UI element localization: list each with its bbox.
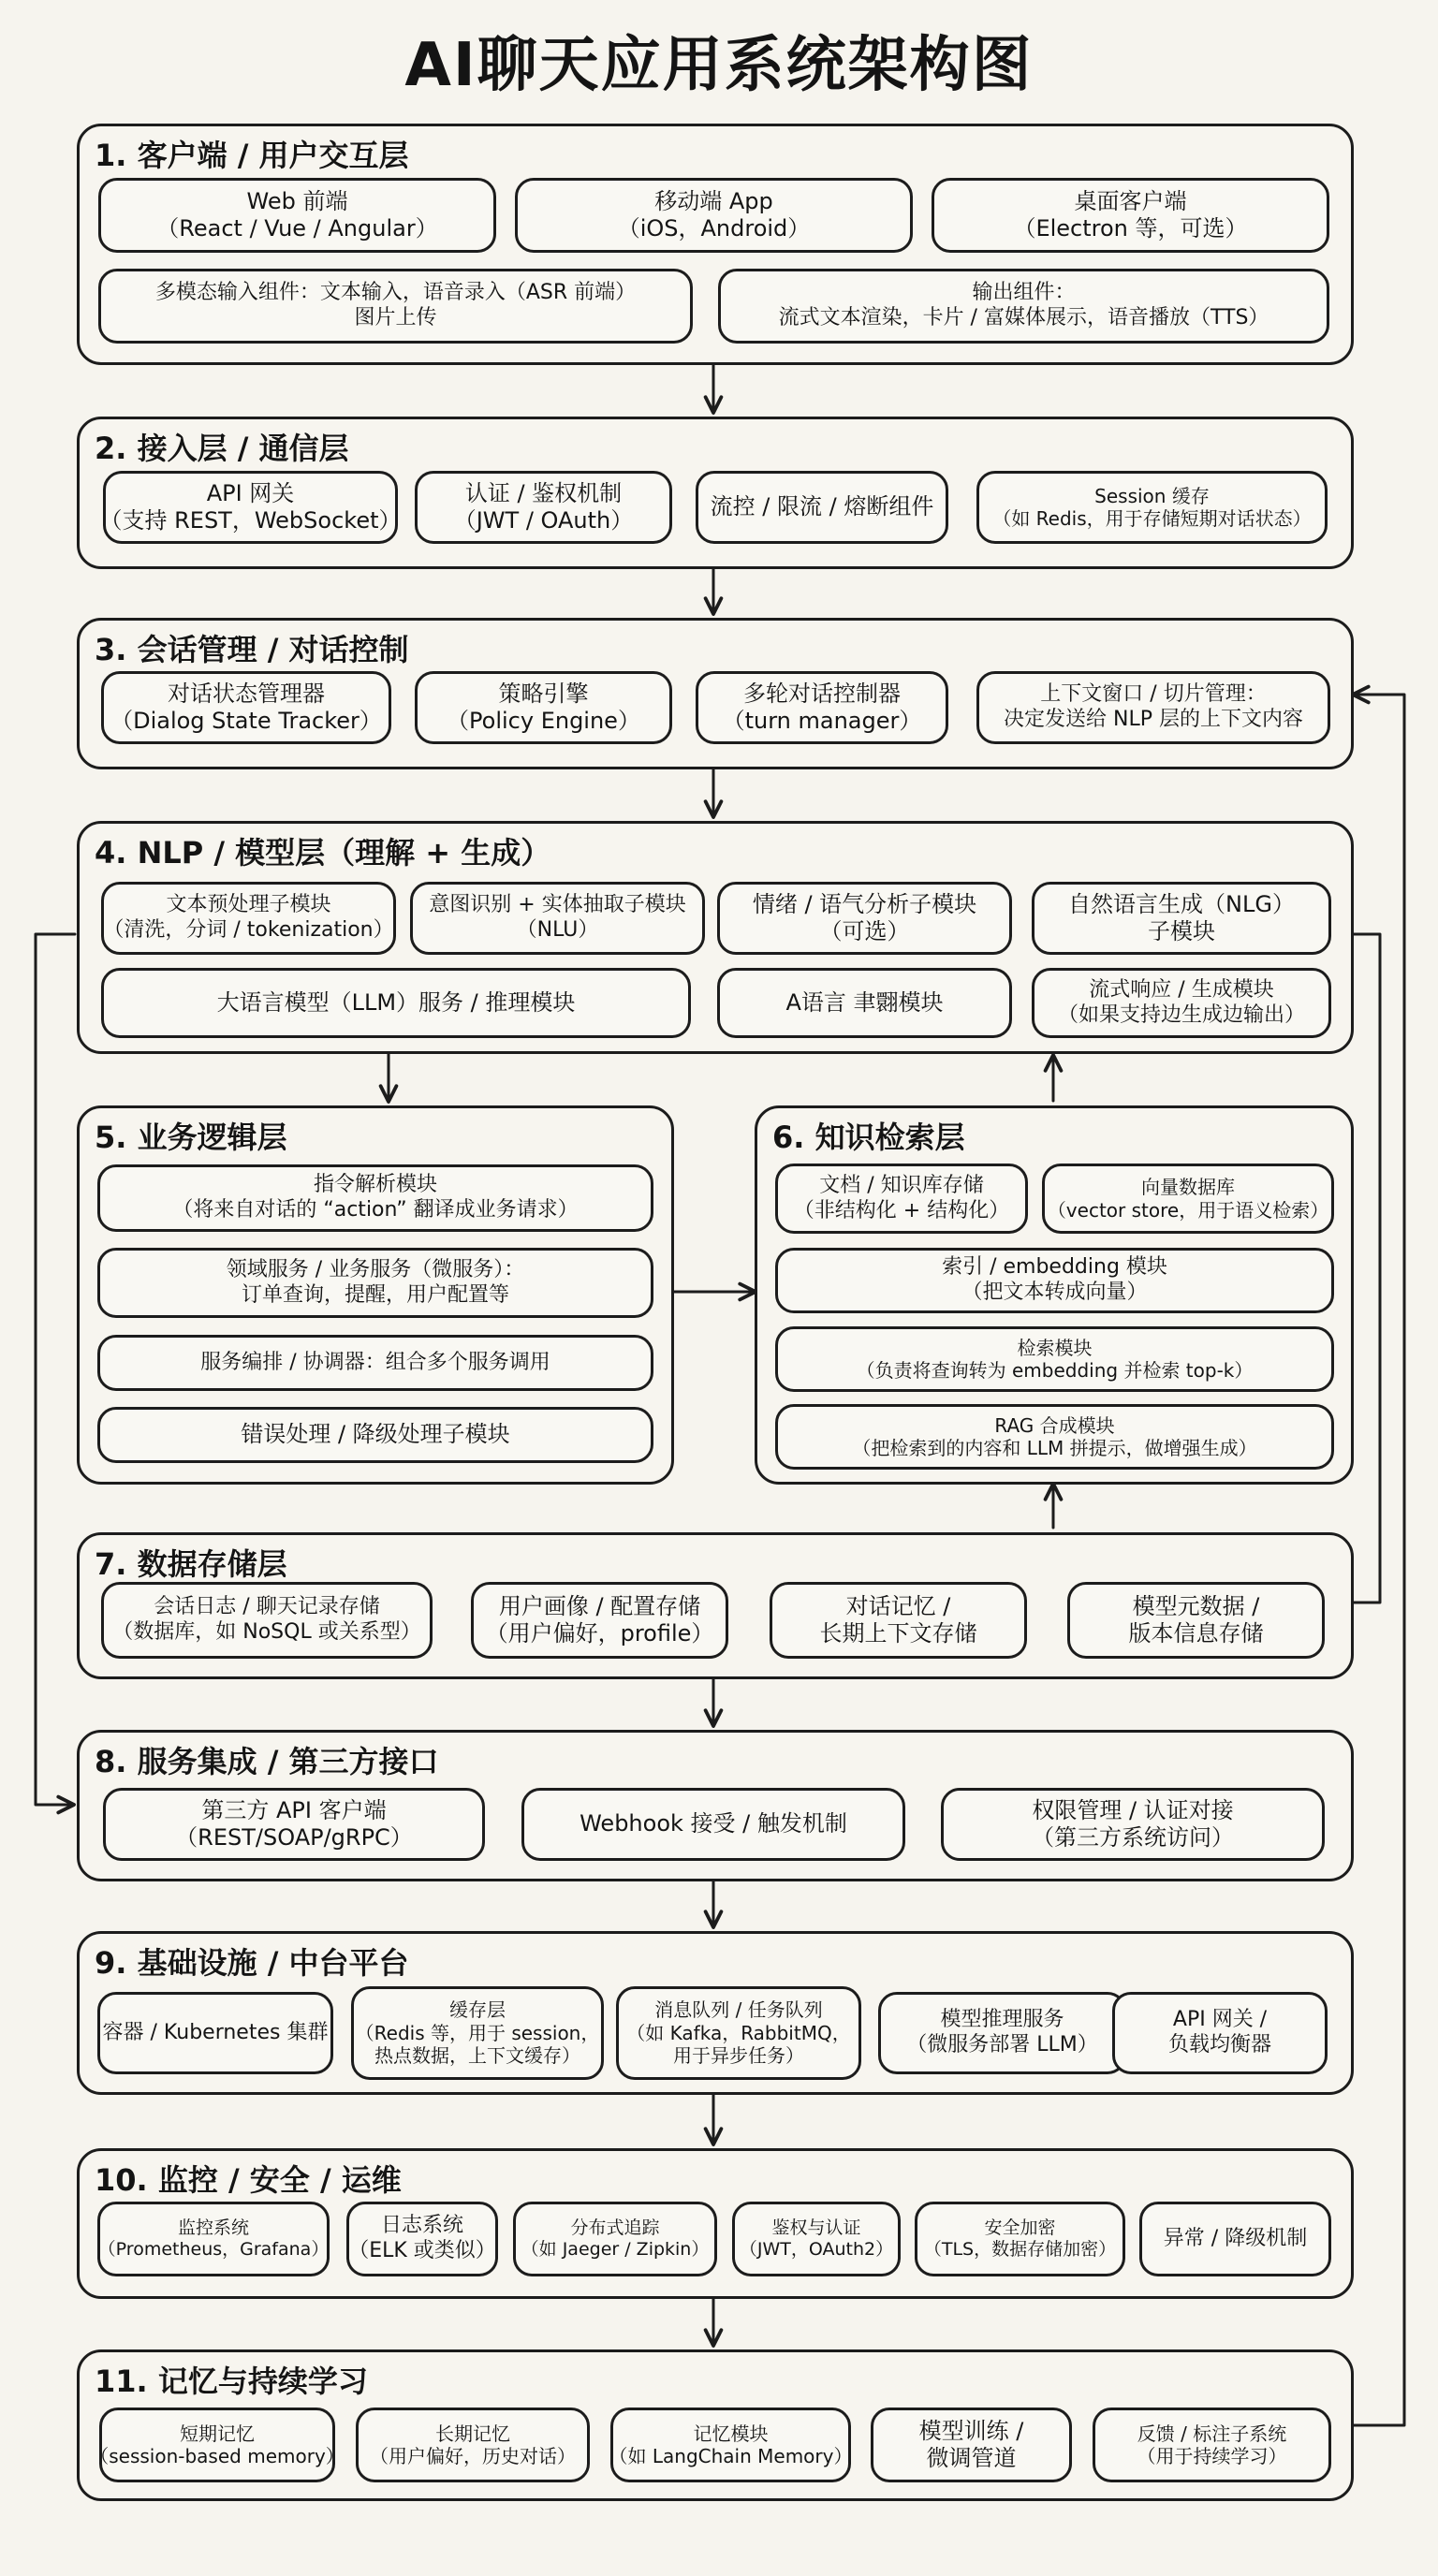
module-label: 流式响应 / 生成模块 <box>1089 977 1274 1002</box>
module-label: 权限管理 / 认证对接 <box>1032 1796 1234 1823</box>
module-label: 监控系统 <box>177 2217 249 2238</box>
layer-title: 3. 会话管理 / 对话控制 <box>95 632 409 667</box>
module-label: 对话记忆 / <box>845 1592 951 1619</box>
diagram-title: AI聊天应用系统架构图 <box>404 31 1034 100</box>
module-label: （负责将查询转为 embedding 并检索 top-k） <box>856 1359 1254 1382</box>
module-label: （React / Vue / Angular） <box>156 215 438 242</box>
module-label: 策略引擎 <box>498 680 589 707</box>
module-label: 桌面客户端 <box>1074 187 1187 214</box>
layer-title: 9. 基础设施 / 中台平台 <box>95 1945 409 1981</box>
module-label: 长期上下文存储 <box>819 1620 977 1647</box>
arrow-nlp-loop-to-integration <box>36 934 75 1805</box>
module-label: 长期记忆 <box>435 2422 510 2445</box>
module-label: Web 前端 <box>246 187 348 214</box>
module-label: （JWT，OAuth2） <box>739 2239 894 2260</box>
module-label: 决定发送给 NLP 层的上下文内容 <box>1004 708 1303 731</box>
module-label: 移动端 App <box>654 187 773 214</box>
module-label: 分布式追踪 <box>570 2217 660 2238</box>
layer-title: 6. 知识检索层 <box>772 1120 965 1155</box>
module-label: 模型元数据 / <box>1132 1592 1260 1619</box>
module-label: A语言 聿翾模块 <box>785 988 944 1016</box>
module-label: （如 Jaeger / Zipkin） <box>521 2239 710 2260</box>
module-label: （支持 REST，WebSocket） <box>99 507 402 534</box>
module-label: 会话日志 / 聊天记录存储 <box>154 1595 380 1619</box>
module-label: 错误处理 / 降级处理子模块 <box>241 1421 510 1448</box>
module-label: 指令解析模块 <box>313 1173 437 1197</box>
module-label: （非结构化 + 结构化） <box>793 1198 1010 1222</box>
module-label: 鉴权与认证 <box>771 2217 861 2238</box>
layer-title: 10. 监控 / 安全 / 运维 <box>95 2162 402 2198</box>
module-label: （如 Redis，用于存储短期对话状态） <box>992 507 1312 530</box>
module-label: 索引 / embedding 模块 <box>942 1255 1167 1280</box>
module-label: 输出组件： <box>972 281 1076 305</box>
module-label: RAG 合成模块 <box>994 1413 1115 1437</box>
layer-title: 8. 服务集成 / 第三方接口 <box>95 1744 439 1779</box>
module-label: 文本预处理子模块 <box>166 893 331 917</box>
module-label: API 网关 <box>206 479 295 506</box>
module-label: （turn manager） <box>722 708 922 734</box>
module-label: 版本信息存储 <box>1128 1620 1264 1647</box>
module-label: 负载均衡器 <box>1167 2033 1271 2056</box>
module-label: 记忆模块 <box>693 2422 769 2445</box>
module-label: 用于异步任务） <box>673 2044 804 2068</box>
module-label: 容器 / Kubernetes 集群 <box>102 2020 329 2044</box>
module-label: 检索模块 <box>1017 1336 1093 1359</box>
module-label: 热点数据，上下文缓存） <box>374 2044 580 2068</box>
module-label: （Redis 等，用于 session， <box>355 2021 600 2044</box>
module-label: 流控 / 限流 / 熔断组件 <box>710 493 934 520</box>
module-label: 多模态输入组件：文本输入，语音录入（ASR 前端） <box>154 281 637 305</box>
module-label: （把检索到的内容和 LLM 拼提示，做增强生成） <box>852 1437 1257 1459</box>
module-label: （用于持续学习） <box>1137 2445 1287 2467</box>
module-label: （用户偏好，历史对话） <box>370 2445 576 2467</box>
layer-title: 4. NLP / 模型层（理解 + 生成） <box>95 835 551 871</box>
module-label: 服务编排 / 协调器：组合多个服务调用 <box>200 1350 550 1374</box>
module-label: 向量数据库 <box>1141 1176 1235 1199</box>
module-label: 日志系统 <box>380 2214 463 2238</box>
layer-title: 2. 接入层 / 通信层 <box>95 431 349 466</box>
module-label: （Electron 等，可选） <box>1013 215 1248 242</box>
module-label: （可选） <box>819 918 910 944</box>
module-label: 领域服务 / 业务服务（微服务）： <box>226 1257 525 1281</box>
module-label: 上下文窗口 / 切片管理： <box>1040 682 1267 707</box>
module-label: （Prometheus，Grafana） <box>97 2239 330 2260</box>
module-label: （用户偏好，profile） <box>485 1620 714 1647</box>
module-label: 模型推理服务 <box>940 2008 1064 2032</box>
module-label: 多轮对话控制器 <box>743 680 901 707</box>
module-label: （Policy Engine） <box>447 708 640 734</box>
module-label: 消息队列 / 任务队列 <box>654 1998 823 2022</box>
module-label: 模型训练 / <box>918 2417 1024 2444</box>
module-label: （NLU） <box>516 918 599 942</box>
module-label: （REST/SOAP/gRPC） <box>175 1824 413 1851</box>
module-label: （vector store，用于语义检索） <box>1047 1198 1329 1222</box>
module-label: （微服务部署 LLM） <box>906 2033 1098 2056</box>
module-label: （将来自对话的 “action” 翻译成业务请求） <box>172 1198 579 1222</box>
module-label: （ELK 或类似） <box>348 2239 496 2262</box>
module-label: 情绪 / 语气分析子模块 <box>752 890 977 917</box>
layer-title: 11. 记忆与持续学习 <box>95 2364 368 2399</box>
module-label: （把文本转成向量） <box>961 1281 1148 1304</box>
module-label: 子模块 <box>1148 918 1215 944</box>
module-label: 图片上传 <box>354 306 437 329</box>
layer-title: 7. 数据存储层 <box>95 1546 287 1582</box>
layer-title: 5. 业务逻辑层 <box>95 1120 287 1155</box>
module-label: 第三方 API 客户端 <box>201 1796 387 1823</box>
layer-title: 1. 客户端 / 用户交互层 <box>95 138 409 173</box>
module-label: 订单查询，提醒，用户配置等 <box>241 1282 509 1307</box>
module-label: （session-based memory） <box>90 2445 345 2467</box>
module-label: 短期记忆 <box>180 2422 255 2445</box>
module-label: Session 缓存 <box>1094 484 1210 507</box>
module-label: 自然语言生成（NLG） <box>1068 890 1295 917</box>
arrow-nlp-to-storage-loop <box>1354 934 1380 1603</box>
module-label: （如果支持边生成边输出） <box>1057 1003 1305 1027</box>
module-label: 用户画像 / 配置存储 <box>498 1592 701 1619</box>
module-label: （清洗，分词 / tokenization） <box>103 918 394 942</box>
module-label: 缓存层 <box>449 1998 506 2022</box>
module-label: （Dialog State Tracker） <box>110 708 382 734</box>
module-label: 异常 / 降级机制 <box>1163 2226 1308 2250</box>
module-label: 微调管道 <box>926 2445 1017 2471</box>
module-label: API 网关 / <box>1172 2008 1268 2032</box>
module-label: （如 LangChain Memory） <box>609 2445 853 2467</box>
module-label: 认证 / 鉴权机制 <box>464 479 623 506</box>
module-label: （JWT / OAuth） <box>453 507 634 534</box>
module-label: （iOS，Android） <box>617 215 811 242</box>
module-label: 安全加密 <box>984 2217 1056 2238</box>
module-label: 反馈 / 标注子系统 <box>1137 2422 1287 2445</box>
module-label: （第三方系统访问） <box>1032 1824 1234 1851</box>
module-label: 流式文本渲染，卡片 / 富媒体展示，语音播放（TTS） <box>778 306 1269 329</box>
module-label: Webhook 接受 / 触发机制 <box>580 1810 847 1837</box>
module-label: （TLS，数据存储加密） <box>923 2239 1117 2260</box>
module-label: 对话状态管理器 <box>168 680 325 707</box>
module-label: 大语言模型（LLM）服务 / 推理模块 <box>216 988 576 1016</box>
module-label: 文档 / 知识库存储 <box>819 1173 984 1197</box>
module-label: （数据库，如 NoSQL 或关系型） <box>112 1620 421 1644</box>
module-label: 意图识别 + 实体抽取子模块 <box>429 893 686 917</box>
module-label: （如 Kafka，RabbitMQ， <box>626 2021 851 2044</box>
